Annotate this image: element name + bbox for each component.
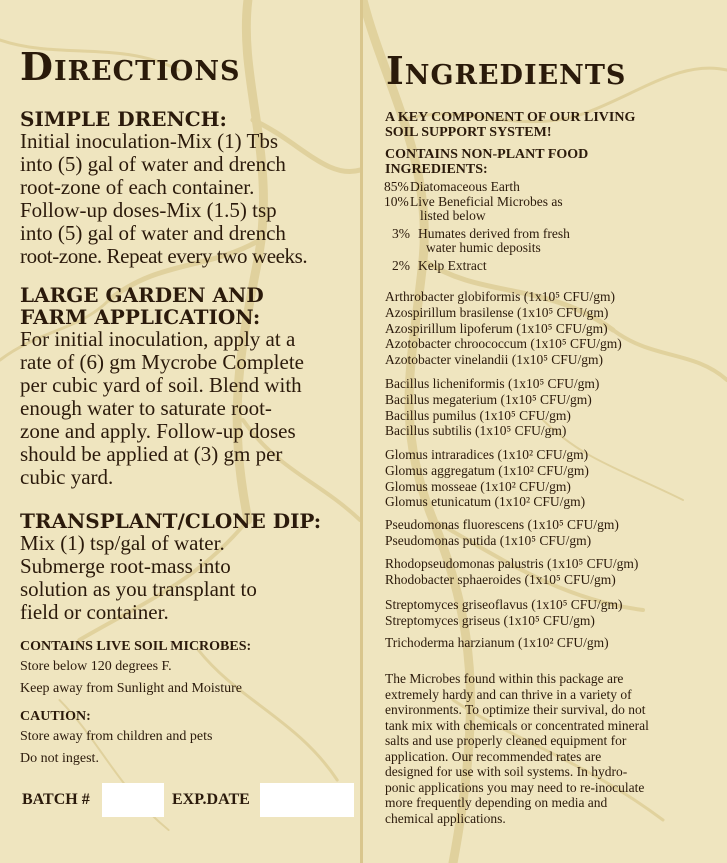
ingredients-panel <box>363 0 727 863</box>
caution-heading: CAUTION: <box>20 709 91 724</box>
contains-non-plant-heading <box>385 147 588 177</box>
text-line: Do not ingest. <box>20 751 99 766</box>
microbe-item: Bacillus subtilis (1x10⁵ CFU/gm) <box>385 423 567 439</box>
heading-line: SOIL SUPPORT SYSTEM! <box>385 125 552 140</box>
microbe-item: Rhodobacter sphaeroides (1x10⁵ CFU/gm) <box>385 571 616 587</box>
heading-line: CONTAINS NON-PLANT FOOD <box>385 147 589 162</box>
text-line: designed for use with soil systems. In hydro- <box>385 764 628 779</box>
text-line: application. Our recommended rates are <box>385 748 602 764</box>
large-garden-section <box>20 284 352 489</box>
transplant-text <box>20 532 352 624</box>
text-line: root-zone. Repeat every two weeks. <box>20 244 308 268</box>
text-line: Mix (1) tsp/gal of water. <box>20 531 225 555</box>
ingredient-item <box>384 180 520 194</box>
microbe-item: Glomus intraradices (1x10² CFU/gm) <box>385 447 589 462</box>
text-line: extremely hardy and can thrive in a variety of <box>385 686 632 702</box>
microbe-item: Trichoderma harzianum (1x10² CFU/gm) <box>385 635 609 650</box>
microbe-group <box>385 556 638 588</box>
text-line: into (5) gal of water and drench <box>20 221 286 245</box>
text-line: Keep away from Sunlight and Moisture <box>20 681 243 696</box>
ingredient-name: Diatomaceous Earth <box>410 179 520 194</box>
text-line: Store below 120 degrees F. <box>20 659 172 674</box>
text-line: field or container. <box>20 600 169 624</box>
text-line: zone and apply. Follow-up doses <box>20 419 296 443</box>
microbe-item: Streptomyces griseoflavus (1x10⁵ CFU/gm) <box>385 597 623 612</box>
microbe-item: Bacillus megaterium (1x10⁵ CFU/gm) <box>385 391 592 407</box>
contains-text <box>20 656 352 700</box>
text-line: into (5) gal of water and drench <box>20 152 286 176</box>
microbe-item: Azospirillum brasilense (1x10⁵ CFU/gm) <box>385 304 609 320</box>
text-line: The Microbes found within this package are <box>385 671 624 686</box>
text-line: environments. To optimize their survival, do not <box>385 702 646 717</box>
heading-line: LARGE GARDEN AND <box>20 283 264 307</box>
microbe-item: Bacillus licheniformis (1x10⁵ CFU/gm) <box>385 376 600 391</box>
microbe-group <box>385 517 619 549</box>
microbe-note <box>385 671 717 826</box>
microbe-item: Azospirillum lipoferum (1x10⁵ CFU/gm) <box>385 320 608 336</box>
ingredient-name-cont: listed below <box>420 208 486 223</box>
batch-number-field[interactable] <box>102 783 164 817</box>
batch-row <box>22 783 352 817</box>
ingredient-name: Kelp Extract <box>418 258 487 273</box>
microbe-item: Bacillus pumilus (1x10⁵ CFU/gm) <box>385 407 571 423</box>
exp-date-label: EXP.DATE <box>172 791 250 808</box>
microbe-item: Glomus aggregatum (1x10² CFU/gm) <box>385 462 589 478</box>
ingredient-name: Live Beneficial Microbes as <box>410 194 563 209</box>
microbe-group <box>385 635 609 651</box>
exp-date-field[interactable] <box>260 783 354 817</box>
ingredient-item <box>384 195 563 223</box>
ingredient-name: Humates derived from fresh <box>418 226 570 241</box>
ingredient-percent: 85% <box>384 179 409 194</box>
text-line: should be applied at (3) gm per <box>20 442 283 466</box>
ingredients-title: Ingredients <box>386 48 627 93</box>
microbe-group <box>385 447 589 510</box>
transplant-heading: TRANSPLANT/CLONE DIP: <box>20 509 322 533</box>
text-line: enough water to saturate root- <box>20 396 272 420</box>
text-line: solution as you transplant to <box>20 577 257 601</box>
directions-panel <box>0 0 363 863</box>
batch-label: BATCH # <box>22 791 90 808</box>
directions-title: Directions <box>20 44 241 89</box>
ingredient-percent: 2% <box>392 258 410 273</box>
microbe-item: Pseudomonas fluorescens (1x10⁵ CFU/gm) <box>385 517 619 532</box>
ingredient-item <box>392 227 570 255</box>
contains-heading: CONTAINS LIVE SOIL MICROBES: <box>20 639 252 654</box>
text-line: Initial inoculation-Mix (1) Tbs <box>20 129 278 153</box>
large-garden-text <box>20 328 352 489</box>
transplant-section <box>20 510 352 624</box>
simple-drench-text <box>20 130 352 268</box>
text-line: cubic yard. <box>20 465 114 489</box>
ingredient-percent: 3% <box>392 226 410 241</box>
microbe-item: Glomus etunicatum (1x10² CFU/gm) <box>385 494 586 510</box>
microbe-group <box>385 376 599 439</box>
microbe-item: Azotobacter vinelandii (1x10⁵ CFU/gm) <box>385 352 604 368</box>
contains-section <box>20 638 352 700</box>
microbe-item: Streptomyces griseus (1x10⁵ CFU/gm) <box>385 612 595 628</box>
text-line: root-zone of each container. <box>20 175 255 199</box>
microbe-group <box>385 289 622 368</box>
caution-text <box>20 726 352 770</box>
text-line: rate of (6) gm Mycrobe Complete <box>20 350 304 374</box>
text-line: tank mix with chemicals or concentrated mineral <box>385 717 649 733</box>
text-line: For initial inoculation, apply at a <box>20 327 296 351</box>
ingredient-percent: 10% <box>384 194 409 209</box>
heading-line: A KEY COMPONENT OF OUR LIVING <box>385 110 636 125</box>
heading-line: INGREDIENTS: <box>385 162 488 177</box>
ingredient-name-cont: water humic deposits <box>426 240 541 255</box>
caution-section <box>20 708 352 770</box>
text-line: chemical applications. <box>385 810 506 826</box>
text-line: Submerge root-mass into <box>20 554 231 578</box>
microbe-group <box>385 597 623 629</box>
text-line: ponic applications you may need to re-inoculate <box>385 779 645 795</box>
text-line: Store away from children and pets <box>20 729 213 744</box>
simple-drench-heading: SIMPLE DRENCH: <box>20 107 227 131</box>
microbe-item: Glomus mosseae (1x10² CFU/gm) <box>385 478 571 494</box>
text-line: salts and use properly cleaned equipment for <box>385 733 627 748</box>
text-line: Follow-up doses-Mix (1.5) tsp <box>20 198 277 222</box>
simple-drench-section <box>20 108 352 268</box>
large-garden-heading <box>20 284 352 328</box>
microbe-item: Azotobacter chroococcum (1x10⁵ CFU/gm) <box>385 336 622 352</box>
text-line: per cubic yard of soil. Blend with <box>20 373 302 397</box>
heading-line: FARM APPLICATION: <box>20 305 261 329</box>
text-line: more frequently depending on media and <box>385 795 608 810</box>
intro-heading <box>385 110 635 140</box>
ingredient-item <box>392 259 487 273</box>
microbe-item: Arthrobacter globiformis (1x10⁵ CFU/gm) <box>385 289 616 304</box>
microbe-item: Rhodopseudomonas palustris (1x10⁵ CFU/gm) <box>385 556 639 571</box>
microbe-item: Pseudomonas putida (1x10⁵ CFU/gm) <box>385 532 592 548</box>
